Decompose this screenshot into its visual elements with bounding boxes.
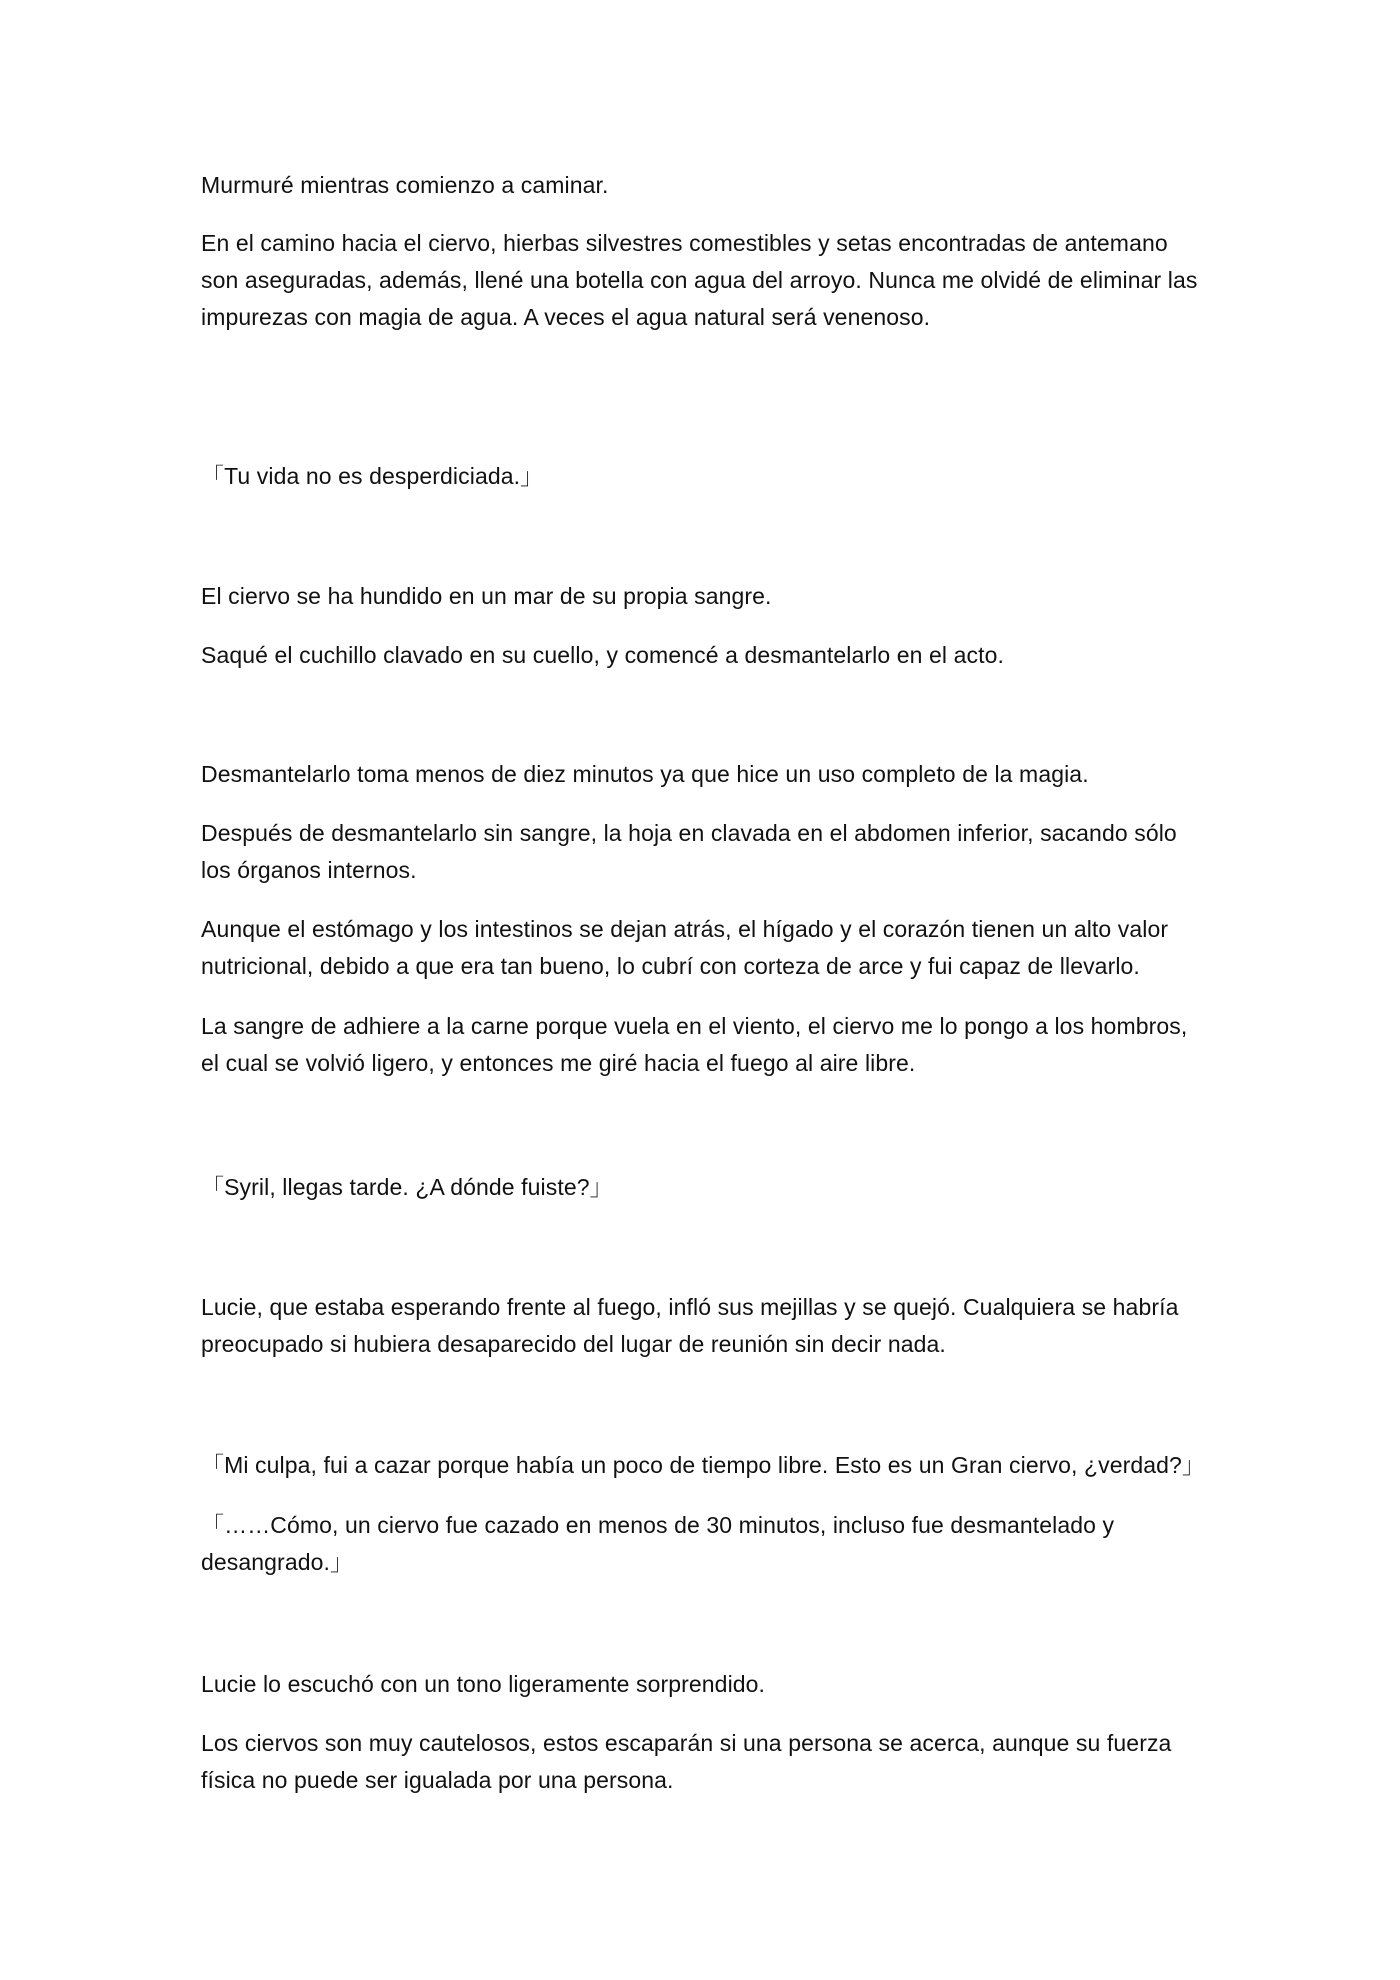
paragraph-3: El ciervo se ha hundido en un mar de su propia sangre. [201,583,772,609]
paragraph-11: Los ciervos son muy cautelosos, estos escaparán si una persona se acerca, aunque su fuerza física no puede ser igualada por una persona. [201,1730,1172,1793]
paragraph-1: Murmuré mientras comienzo a caminar. [201,172,609,198]
paragraph-4: Saqué el cuchillo clavado en su cuello, y comencé a desmantelarlo en el acto. [201,642,1004,668]
paragraph-2: En el camino hacia el ciervo, hierbas silvestres comestibles y setas encontradas de antemano son aseguradas, además, llené una botella con agua del arroyo. Nunca me olvidé de eliminar las impurezas con magia de agua. A veces el agua natural será venenoso. [201,230,1198,330]
dialogue-1: 「Tu vida no es desperdiciada.」 [201,463,544,489]
paragraph-10: Lucie lo escuchó con un tono ligeramente sorprendido. [201,1671,766,1697]
paragraph-6: Después de desmantelarlo sin sangre, la hoja en clavada en el abdomen inferior, sacando sólo los órganos internos. [201,820,1177,883]
dialogue-2: 「Syril, llegas tarde. ¿A dónde fuiste?」 [201,1174,613,1200]
dialogue-4: 「……Cómo, un ciervo fue cazado en menos de 30 minutos, incluso fue desmantelado y desangrado.」 [201,1512,1115,1575]
paragraph-5: Desmantelarlo toma menos de diez minutos ya que hice un uso completo de la magia. [201,761,1089,787]
paragraph-7: Aunque el estómago y los intestinos se dejan atrás, el hígado y el corazón tienen un alto valor nutricional, debido a que era tan bueno, lo cubrí con corteza de arce y fui capaz de llevarlo. [201,916,1169,979]
paragraph-9: Lucie, que estaba esperando frente al fuego, infló sus mejillas y se quejó. Cualquiera se habría preocupado si hubiera desaparecido del lugar de reunión sin decir nada. [201,1294,1179,1357]
paragraph-8: La sangre de adhiere a la carne porque vuela en el viento, el ciervo me lo pongo a los hombros, el cual se volvió ligero, y entonces me giré hacia el fuego al aire libre. [201,1013,1188,1076]
dialogue-3: 「Mi culpa, fui a cazar porque había un poco de tiempo libre. Esto es un Gran ciervo, ¿verdad?」 [201,1452,1206,1478]
